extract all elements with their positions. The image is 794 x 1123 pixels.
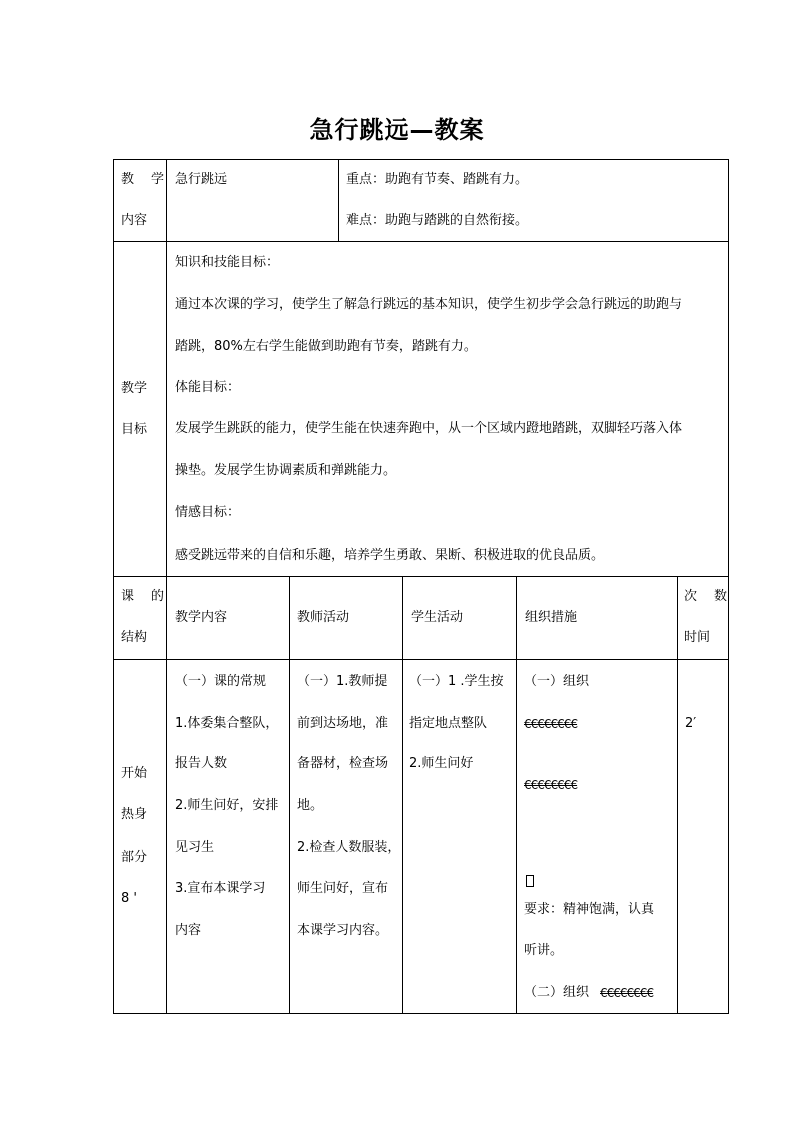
times-header: 次 数 [684, 589, 730, 604]
objective-line: 踏跳，80%左右学生能做到助跑有节奏，踏跳有力。 [175, 339, 477, 354]
objective-line: 发展学生跳跃的能力，使学生能在快速奔跑中，从一个区域内蹬地踏跳，双脚轻巧落入体 [175, 421, 683, 436]
objective-line: 通过本次课的学习，使学生了解急行跳远的基本知识，使学生初步学会急行跳远的助跑与 [175, 297, 683, 312]
key-point: 重点：助跑有节奏、踏跳有力。 [346, 172, 529, 187]
objective-line: 情感目标： [175, 505, 241, 520]
objective-line: 体能目标： [175, 380, 241, 395]
teaching-content: 急行跳远 [175, 172, 228, 187]
org-item: （二）组织 [524, 985, 590, 1000]
formation-row: €€€€€€€€ [600, 986, 654, 1000]
structure-header: 课 的 [121, 589, 167, 604]
org-item: （一）组织 [524, 674, 590, 689]
page-title: 急行跳远—教案 [309, 116, 485, 144]
formation-row: €€€€€€€€ [524, 778, 578, 792]
organization-header: 组织措施 [525, 610, 578, 625]
requirement: 要求：精神饱满，认真 [524, 902, 655, 917]
objective-line: 操垫。发展学生协调素质和弹跳能力。 [175, 463, 397, 478]
teacher-position-icon [526, 873, 534, 889]
objective-line: 知识和技能目标： [175, 255, 280, 270]
objectives-label-2: 目标 [121, 422, 148, 437]
times-header-2: 时间 [684, 630, 711, 645]
teacher-header: 教师活动 [297, 610, 350, 625]
objective-line: 感受跳远带来的自信和乐趣，培养学生勇敢、果断、积极进取的优良品质。 [175, 548, 605, 563]
content-header: 教学内容 [175, 610, 228, 625]
formation-row: €€€€€€€€ [524, 717, 578, 731]
row1-label: 教 学 [121, 172, 167, 187]
row1-label-2: 内容 [121, 213, 148, 228]
difficult-point: 难点：助跑与踏跳的自然衔接。 [346, 213, 529, 228]
structure-header-2: 结构 [121, 630, 148, 645]
time-value: 2′ [685, 716, 697, 731]
student-header: 学生活动 [411, 610, 464, 625]
objectives-label: 教学 [121, 381, 148, 396]
requirement-2: 听讲。 [524, 943, 564, 958]
